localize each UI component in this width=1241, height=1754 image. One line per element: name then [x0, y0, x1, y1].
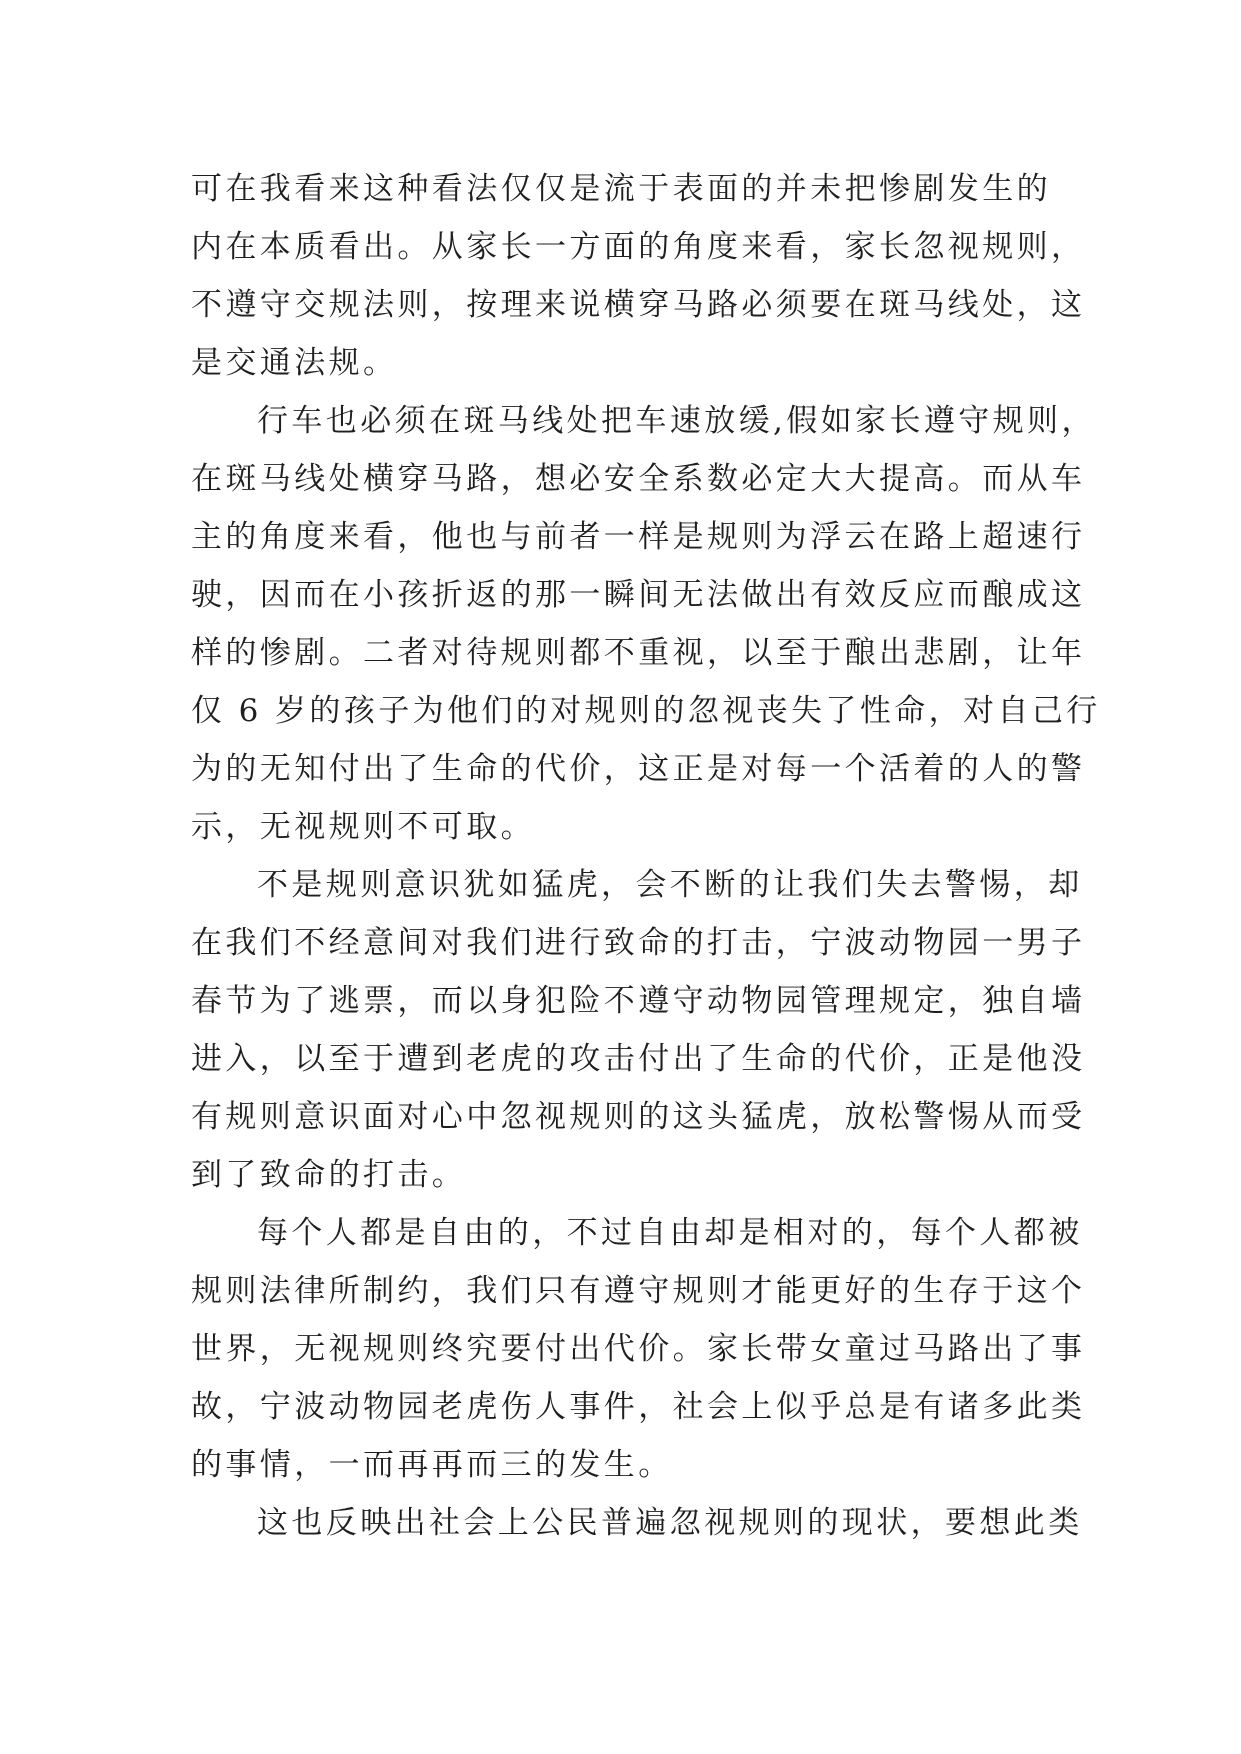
paragraph-3 [191, 856, 1086, 1204]
text-line: 示，无视规则不可取。 [191, 809, 535, 845]
text-line: 每个人都是自由的，不过自由却是相对的，每个人都被 [257, 1215, 1083, 1251]
paragraph-4 [191, 1204, 1086, 1494]
text-line: 行车也必须在斑马线处把车速放缓,假如家长遵守规则， [257, 403, 1096, 439]
text-line: 春节为了逃票，而以身犯险不遵守动物园管理规定，独自墙 [191, 983, 1086, 1019]
text-line: 驶，因而在小孩折返的那一瞬间无法做出有效反应而酿成这 [191, 577, 1086, 613]
text-line: 不遵守交规法则，按理来说横穿马路必须要在斑马线处，这 [191, 287, 1086, 323]
text-line: 可在我看来这种看法仅仅是流于表面的并未把惨剧发生的 [191, 171, 1051, 207]
text-line: 主的角度来看，他也与前者一样是规则为浮云在路上超速行 [191, 519, 1086, 555]
paragraph-2 [191, 392, 1101, 856]
text-line: 是交通法规。 [191, 345, 398, 381]
paragraph-1 [191, 160, 1086, 392]
text-line: 故，宁波动物园老虎伤人事件，社会上似乎总是有诸多此类 [191, 1389, 1086, 1425]
text-line: 在斑马线处横穿马路，想必安全系数必定大大提高。而从车 [191, 461, 1086, 497]
body-text [191, 160, 1101, 1552]
text-line: 进入，以至于遭到老虎的攻击付出了生命的代价，正是他没 [191, 1041, 1086, 1077]
text-line: 内在本质看出。从家长一方面的角度来看，家长忽视规则， [191, 229, 1086, 265]
text-line: 样的惨剧。二者对待规则都不重视，以至于酿出悲剧，让年 [191, 635, 1086, 671]
text-line: 到了致命的打击。 [191, 1157, 467, 1193]
text-line: 的事情，一而再再而三的发生。 [191, 1447, 673, 1483]
text-line: 有规则意识面对心中忽视规则的这头猛虎，放松警惕从而受 [191, 1099, 1086, 1135]
text-line: 这也反映出社会上公民普遍忽视规则的现状，要想此类 [257, 1505, 1083, 1541]
text-line: 为的无知付出了生命的代价，这正是对每一个活着的人的警 [191, 751, 1086, 787]
text-line: 仅 6 岁的孩子为他们的对规则的忽视丧失了性命，对自己行 [191, 693, 1101, 729]
paragraph-5 [191, 1494, 1083, 1552]
text-line: 世界，无视规则终究要付出代价。家长带女童过马路出了事 [191, 1331, 1086, 1367]
text-line: 在我们不经意间对我们进行致命的打击，宁波动物园一男子 [191, 925, 1086, 961]
text-line: 规则法律所制约，我们只有遵守规则才能更好的生存于这个 [191, 1273, 1086, 1309]
text-line: 不是规则意识犹如猛虎，会不断的让我们失去警惕，却 [257, 867, 1083, 903]
